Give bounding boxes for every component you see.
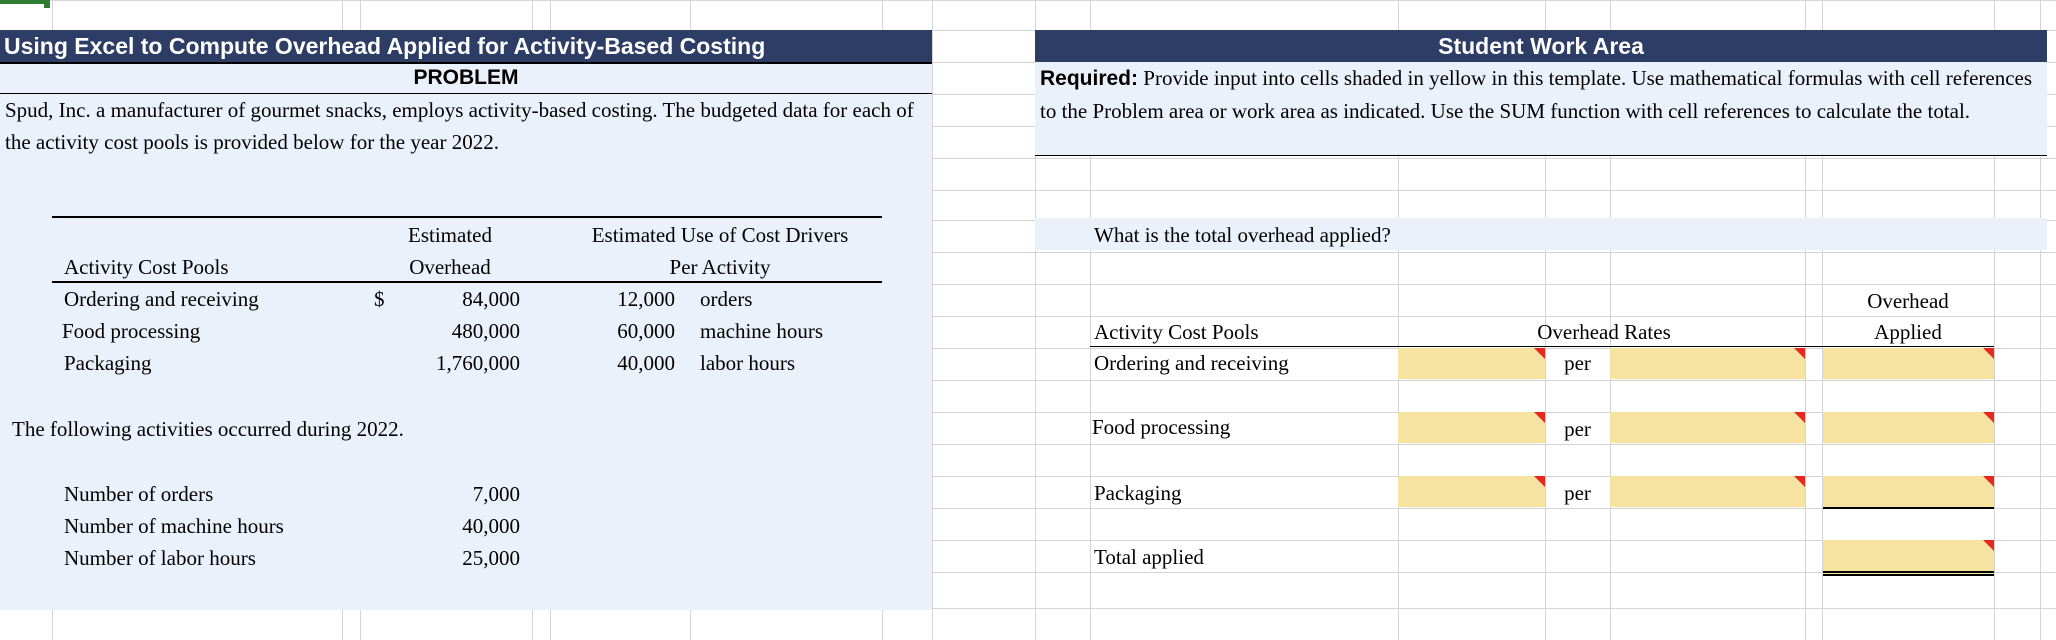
problem-description: Spud, Inc. a manufacturer of gourmet snacks, employs activity-based costing. The budgeted data for each of the activity cost pools is provided below for the year 2022. [5, 98, 914, 154]
header-overhead-applied-1: Overhead [1867, 289, 1949, 313]
per-label: per [1564, 481, 1591, 505]
activity-label: Number of orders [64, 482, 214, 506]
work-header-activity-cost-pools: Activity Cost Pools [1094, 320, 1259, 344]
work-header-rule [1090, 346, 1994, 347]
header-per-activity: Per Activity [669, 255, 771, 279]
header-bottom-rule [52, 281, 882, 283]
comment-flag-icon [1983, 476, 1994, 487]
comment-flag-icon [1983, 348, 1994, 359]
header-overhead-rates: Overhead Rates [1537, 320, 1671, 344]
total-applied-label: Total applied [1094, 545, 1204, 569]
problem-subtitle: PROBLEM [413, 66, 519, 89]
driver-input-cell[interactable] [1610, 476, 1805, 507]
required-text: Provide input into cells shaded in yellow in this template. Use mathematical formulas with cell references to the Problem area or work area as indicated. Use the SUM function with cell references to calculate the total. [1040, 66, 2033, 123]
comment-flag-icon [1534, 412, 1545, 423]
pool-label: Food processing [62, 319, 201, 343]
header-estimated: Estimated [408, 223, 492, 247]
driver-quantity: 12,000 [617, 287, 675, 311]
overhead-value: 1,760,000 [436, 351, 520, 375]
activity-value: 40,000 [462, 514, 520, 538]
comment-flag-icon [1794, 476, 1805, 487]
per-label: per [1564, 417, 1591, 441]
work-pool-label: Ordering and receiving [1094, 351, 1289, 375]
problem-title: Using Excel to Compute Overhead Applied for Activity-Based Costing [0, 30, 932, 62]
activity-label: Number of labor hours [64, 546, 256, 570]
required-instructions [1040, 62, 2045, 127]
overhead-input-cell[interactable] [1398, 348, 1545, 379]
activity-label: Number of machine hours [64, 514, 284, 538]
total-applied-input-cell[interactable] [1823, 540, 1994, 576]
overhead-input-cell[interactable] [1398, 412, 1545, 443]
driver-unit: orders [700, 287, 753, 311]
required-label: Required: [1040, 67, 1139, 90]
currency-symbol: $ [374, 287, 385, 311]
pool-label: Packaging [64, 351, 152, 375]
question-text: What is the total overhead applied? [1094, 223, 1391, 247]
applied-input-cell[interactable] [1823, 476, 1994, 509]
header-overhead: Overhead [409, 255, 491, 279]
comment-flag-icon [1534, 348, 1545, 359]
comment-flag-icon [1983, 412, 1994, 423]
comment-flag-icon [1983, 540, 1994, 551]
work-area-title: Student Work Area [1035, 30, 2047, 62]
overhead-value: 480,000 [451, 319, 520, 343]
header-activity-cost-pools: Activity Cost Pools [64, 255, 229, 279]
activities-intro: The following activities occurred during 2022. [12, 417, 404, 441]
overhead-value: 84,000 [462, 287, 520, 311]
activity-value: 25,000 [462, 546, 520, 570]
header-drivers: Estimated Use of Cost Drivers [591, 223, 849, 247]
work-pool-label: Packaging [1094, 481, 1182, 505]
required-underline [1035, 155, 2047, 156]
work-pool-label: Food processing [1092, 415, 1231, 439]
driver-unit: machine hours [700, 319, 824, 343]
overhead-input-cell[interactable] [1398, 476, 1545, 507]
applied-input-cell[interactable] [1823, 412, 1994, 443]
comment-flag-icon [1534, 476, 1545, 487]
driver-quantity: 40,000 [617, 351, 675, 375]
header-overhead-applied-2: Applied [1874, 320, 1942, 344]
driver-input-cell[interactable] [1610, 412, 1805, 443]
comment-flag-icon [1794, 348, 1805, 359]
driver-quantity: 60,000 [617, 319, 675, 343]
pool-label: Ordering and receiving [64, 287, 259, 311]
table-top-rule [52, 216, 882, 218]
per-label: per [1564, 351, 1591, 375]
applied-input-cell[interactable] [1823, 348, 1994, 379]
comment-flag-icon [1794, 412, 1805, 423]
activity-value: 7,000 [472, 482, 520, 506]
driver-input-cell[interactable] [1610, 348, 1805, 379]
driver-unit: labor hours [700, 351, 796, 375]
